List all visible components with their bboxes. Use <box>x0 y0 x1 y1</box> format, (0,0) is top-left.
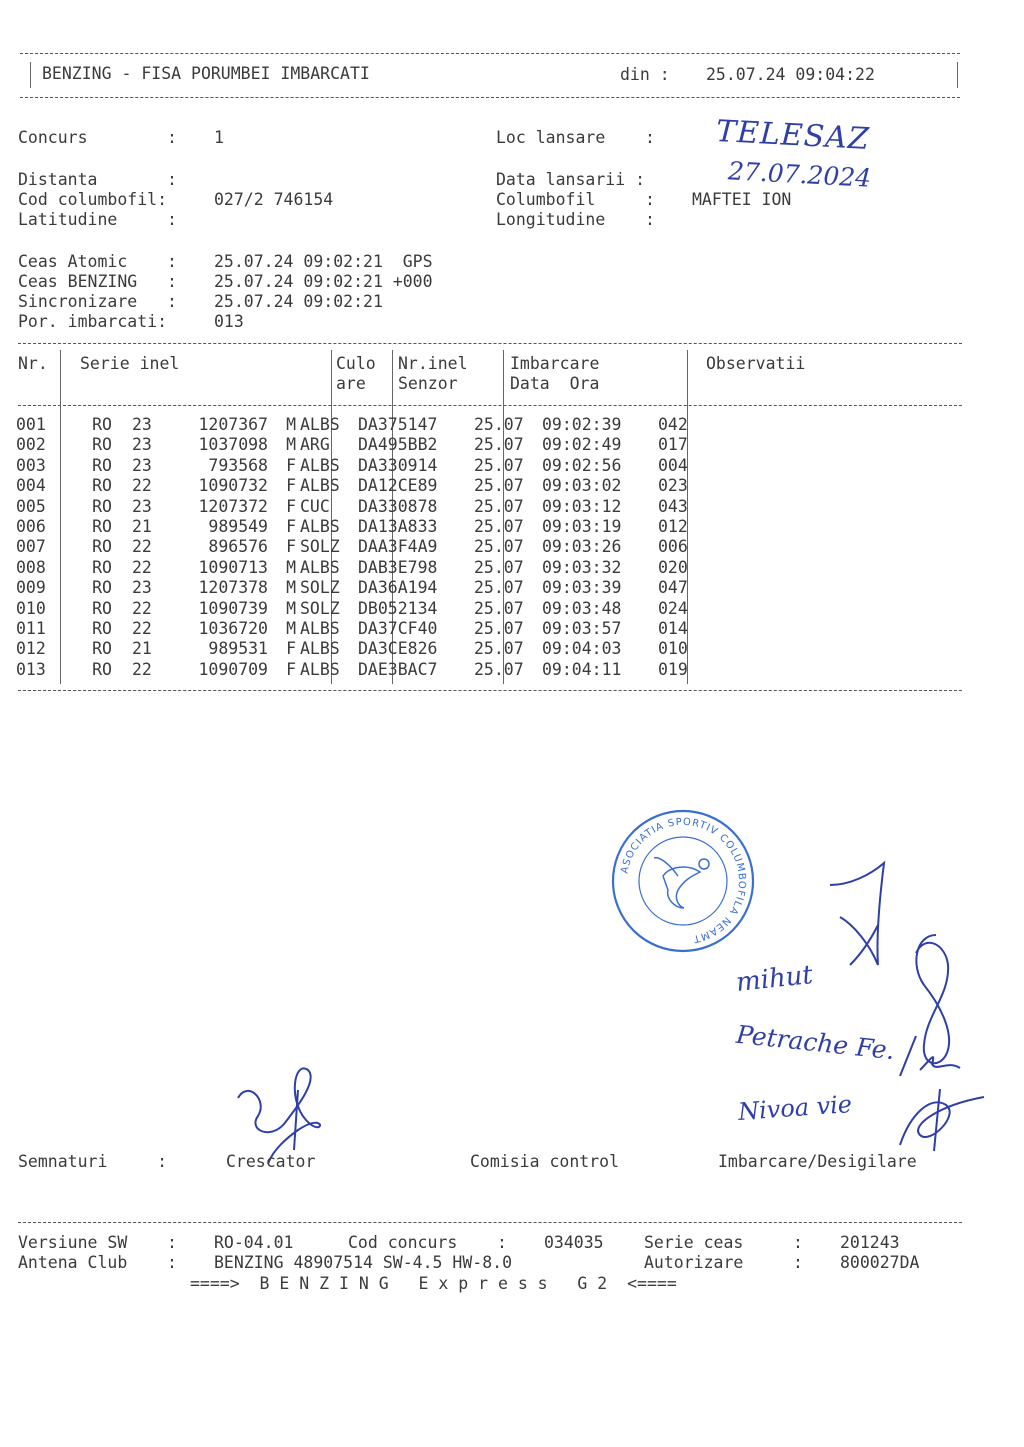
cell-yr: 22 <box>132 476 152 496</box>
date-value: 25.07.24 09:04:22 <box>706 65 875 84</box>
pigeon-table-body <box>16 415 718 680</box>
cell-nr: 008 <box>16 557 46 577</box>
table-row <box>16 476 718 496</box>
club-stamp <box>608 806 758 956</box>
cell-obs: 019 <box>658 659 688 679</box>
cell-sex: F <box>286 659 296 679</box>
cell-time: 09:04:03 <box>542 639 622 659</box>
cell-date: 25.07 <box>474 476 524 496</box>
cell-nr: 009 <box>16 578 46 598</box>
autorizare-value: 800027DA <box>840 1253 920 1272</box>
sincronizare-label: Sincronizare : <box>18 292 177 311</box>
porumbei-imbarcati-label: Por. imbarcati: <box>18 312 168 331</box>
semnatura-comisia-control: Comisia control <box>470 1152 620 1171</box>
cell-col: SOLZ <box>300 578 340 598</box>
ceas-atomic-value: 25.07.24 09:02:21 GPS <box>214 252 433 271</box>
cell-date: 25.07 <box>474 415 524 434</box>
ceas-benzing-label: Ceas BENZING : <box>18 272 177 291</box>
cell-col: ALBS <box>300 557 340 577</box>
cell-nr: 001 <box>16 415 46 434</box>
cell-col: ALBS <box>300 619 340 639</box>
cell-nr: 013 <box>16 659 46 679</box>
cell-obs: 004 <box>658 455 688 475</box>
cell-sex: M <box>286 578 296 598</box>
table-row <box>16 415 718 435</box>
cell-col: ALBS <box>300 517 340 537</box>
concurs-value: 1 <box>214 128 224 147</box>
cell-col: CUC <box>300 496 330 516</box>
cell-cc: RO <box>92 557 112 577</box>
signature-petrache-tick <box>896 1030 966 1080</box>
benzing-banner: ====> B E N Z I N G E x p r e s s G 2 <==== <box>190 1274 677 1293</box>
semnatura-imbarcare-desigilare: Imbarcare/Desigilare <box>718 1152 917 1171</box>
handwritten-name-3: Nivoa vie <box>737 1090 853 1126</box>
cell-col: ALBS <box>300 455 340 475</box>
cell-obs: 006 <box>658 537 688 557</box>
cell-date: 25.07 <box>474 598 524 618</box>
cell-sex: M <box>286 557 296 577</box>
header-nr: Nr. <box>18 354 48 373</box>
cell-obs: 017 <box>658 435 688 455</box>
cell-ring: DA330914 <box>358 455 438 475</box>
cell-obs: 024 <box>658 598 688 618</box>
cell-col: ALBS <box>300 415 340 434</box>
cell-ring: DAA3F4A9 <box>358 537 438 557</box>
cell-sex: F <box>286 476 296 496</box>
table-row <box>16 558 718 578</box>
cell-yr: 21 <box>132 639 152 659</box>
cell-cc: RO <box>92 415 112 434</box>
cell-yr: 23 <box>132 496 152 516</box>
ceas-atomic-label: Ceas Atomic : <box>18 252 177 271</box>
antena-club-value: BENZING 48907514 SW-4.5 HW-8.0 <box>214 1253 513 1272</box>
cell-date: 25.07 <box>474 455 524 475</box>
table-bottom-border <box>18 690 962 691</box>
cell-time: 09:03:26 <box>542 537 622 557</box>
cell-sex: M <box>286 619 296 639</box>
cell-sex: M <box>286 435 296 455</box>
cell-num: 1090709 <box>198 659 268 679</box>
serie-ceas-label: Serie ceas : <box>644 1233 803 1252</box>
cell-cc: RO <box>92 476 112 496</box>
cell-col: ALBS <box>300 659 340 679</box>
cod-concurs-value: 034035 <box>544 1233 604 1252</box>
cell-time: 09:03:12 <box>542 496 622 516</box>
latitudine-label: Latitudine : <box>18 210 177 229</box>
cell-yr: 23 <box>132 578 152 598</box>
header-imbarcare-2: Data Ora <box>510 374 600 393</box>
sincronizare-value: 25.07.24 09:02:21 <box>214 292 383 311</box>
cell-ring: DAE3BAC7 <box>358 659 438 679</box>
cell-cc: RO <box>92 496 112 516</box>
cell-num: 1090713 <box>198 557 268 577</box>
cell-sex: F <box>286 496 296 516</box>
cell-obs: 014 <box>658 619 688 639</box>
cell-nr: 005 <box>16 496 46 516</box>
handwritten-name-2: Petrache Fe. <box>734 1019 897 1066</box>
columbofil-label: Columbofil : <box>496 190 655 209</box>
cell-nr: 006 <box>16 517 46 537</box>
cell-nr: 011 <box>16 619 46 639</box>
cell-obs: 042 <box>658 415 688 434</box>
table-header-divider <box>18 405 962 406</box>
stamp-text: ASOCIATIA SPORTIV COLUMBOFILA NEAMT <box>619 816 748 945</box>
cell-ring: DA330878 <box>358 496 438 516</box>
concurs-label: Concurs : <box>18 128 177 147</box>
cell-num: 1207378 <box>198 578 268 598</box>
cell-yr: 23 <box>132 455 152 475</box>
cell-time: 09:04:11 <box>542 659 622 679</box>
autorizare-label: Autorizare : <box>644 1253 803 1272</box>
cell-time: 09:02:39 <box>542 415 622 434</box>
cell-cc: RO <box>92 578 112 598</box>
cell-nr: 002 <box>16 435 46 455</box>
cell-cc: RO <box>92 435 112 455</box>
cell-num: 989549 <box>208 517 268 537</box>
cell-time: 09:03:39 <box>542 578 622 598</box>
cell-ring: DA37CF40 <box>358 619 438 639</box>
cell-sex: M <box>286 415 296 434</box>
cell-num: 1090739 <box>198 598 268 618</box>
cell-time: 09:03:19 <box>542 517 622 537</box>
header-observatii: Observatii <box>706 354 806 373</box>
table-row <box>16 578 718 598</box>
table-row <box>16 660 718 680</box>
cell-col: SOLZ <box>300 537 340 557</box>
serie-ceas-value: 201243 <box>840 1233 900 1252</box>
cell-cc: RO <box>92 659 112 679</box>
cell-time: 09:03:48 <box>542 598 622 618</box>
table-row <box>16 639 718 659</box>
cell-cc: RO <box>92 619 112 639</box>
cell-ring: DA375147 <box>358 415 438 434</box>
loc-lansare-label: Loc lansare : <box>496 128 655 147</box>
cell-ring: DA12CE89 <box>358 476 438 496</box>
cell-cc: RO <box>92 639 112 659</box>
cell-num: 896576 <box>208 537 268 557</box>
cell-cc: RO <box>92 455 112 475</box>
cell-yr: 23 <box>132 415 152 434</box>
semnatura-crescator: Crescator <box>226 1152 316 1171</box>
cell-num: 1207372 <box>198 496 268 516</box>
cell-time: 09:03:32 <box>542 557 622 577</box>
title-top-border <box>20 53 960 54</box>
cell-ring: DB052134 <box>358 598 438 618</box>
table-row <box>16 517 718 537</box>
handwritten-name-1: mihut <box>734 960 815 998</box>
cell-yr: 22 <box>132 557 152 577</box>
cell-time: 09:02:49 <box>542 435 622 455</box>
cell-obs: 023 <box>658 476 688 496</box>
cell-ring: DAB3E798 <box>358 557 438 577</box>
header-nr-inel-1: Nr.inel <box>398 354 468 373</box>
cell-sex: M <box>286 598 296 618</box>
cell-nr: 004 <box>16 476 46 496</box>
header-imbarcare-1: Imbarcare <box>510 354 600 373</box>
cell-date: 25.07 <box>474 435 524 455</box>
cell-ring: DA3CE826 <box>358 639 438 659</box>
table-row <box>16 497 718 517</box>
stamp-bird-icon <box>654 858 709 908</box>
cell-obs: 010 <box>658 639 688 659</box>
cell-yr: 23 <box>132 435 152 455</box>
table-row <box>16 599 718 619</box>
cell-nr: 010 <box>16 598 46 618</box>
cell-date: 25.07 <box>474 537 524 557</box>
cell-time: 09:03:57 <box>542 619 622 639</box>
cell-obs: 043 <box>658 496 688 516</box>
cod-columbofil-label: Cod columbofil: <box>18 190 168 209</box>
header-nr-inel-2: Senzor <box>398 374 458 393</box>
table-row <box>16 619 718 639</box>
signature-comisia-scribble <box>820 855 900 985</box>
title-left-border <box>30 62 31 88</box>
cell-date: 25.07 <box>474 557 524 577</box>
cell-yr: 22 <box>132 598 152 618</box>
cod-columbofil-value: 027/2 746154 <box>214 190 334 209</box>
cell-obs: 020 <box>658 557 688 577</box>
cell-col: ALBS <box>300 476 340 496</box>
cell-obs: 047 <box>658 578 688 598</box>
cell-sex: F <box>286 455 296 475</box>
cell-obs: 012 <box>658 517 688 537</box>
cell-date: 25.07 <box>474 659 524 679</box>
loc-lansare-handwritten: TELESAZ <box>715 113 871 158</box>
distanta-label: Distanta : <box>18 170 177 189</box>
cell-num: 1037098 <box>198 435 268 455</box>
cell-ring: DA495BB2 <box>358 435 438 455</box>
document-title: BENZING - FISA PORUMBEI IMBARCATI <box>42 64 370 83</box>
cell-num: 989531 <box>208 639 268 659</box>
cell-yr: 22 <box>132 619 152 639</box>
data-lansarii-handwritten: 27.07.2024 <box>727 156 872 193</box>
table-row <box>16 537 718 557</box>
date-label: din : <box>620 65 670 84</box>
cell-sex: F <box>286 537 296 557</box>
columbofil-value: MAFTEI ION <box>692 190 792 209</box>
data-lansarii-label: Data lansarii : <box>496 170 646 189</box>
cell-ring: DA36A194 <box>358 578 438 598</box>
header-culoare-2: are <box>336 374 366 393</box>
cell-time: 09:03:02 <box>542 476 622 496</box>
table-top-border <box>18 343 962 344</box>
cell-col: ARG <box>300 435 330 455</box>
header-culoare-1: Culo <box>336 354 376 373</box>
signature-bottom-right <box>890 1085 990 1155</box>
cell-date: 25.07 <box>474 619 524 639</box>
ceas-benzing-value: 25.07.24 09:02:21 +000 <box>214 272 433 291</box>
cell-nr: 012 <box>16 639 46 659</box>
versiune-sw-value: RO-04.01 <box>214 1233 294 1252</box>
title-right-border <box>957 62 958 88</box>
table-row <box>16 435 718 455</box>
porumbei-imbarcati-value: 013 <box>214 312 244 331</box>
cell-cc: RO <box>92 598 112 618</box>
cell-yr: 22 <box>132 537 152 557</box>
semnaturi-label: Semnaturi : <box>18 1152 168 1171</box>
cell-cc: RO <box>92 517 112 537</box>
cell-sex: F <box>286 639 296 659</box>
cell-num: 1207367 <box>198 415 268 434</box>
cell-nr: 007 <box>16 537 46 557</box>
cell-nr: 003 <box>16 455 46 475</box>
cell-num: 1036720 <box>198 619 268 639</box>
versiune-sw-label: Versiune SW : <box>18 1233 177 1252</box>
cell-ring: DA13A833 <box>358 517 438 537</box>
cell-date: 25.07 <box>474 517 524 537</box>
cell-yr: 21 <box>132 517 152 537</box>
cell-date: 25.07 <box>474 496 524 516</box>
cell-date: 25.07 <box>474 639 524 659</box>
cell-num: 793568 <box>208 455 268 475</box>
footer-divider <box>18 1222 962 1223</box>
cell-col: SOLZ <box>300 598 340 618</box>
antena-club-label: Antena Club : <box>18 1253 177 1272</box>
pigeon-table <box>16 415 718 680</box>
cell-time: 09:02:56 <box>542 455 622 475</box>
longitudine-label: Longitudine : <box>496 210 655 229</box>
cell-date: 25.07 <box>474 578 524 598</box>
cell-col: ALBS <box>300 639 340 659</box>
cell-yr: 22 <box>132 659 152 679</box>
title-bottom-border <box>20 97 960 98</box>
cell-num: 1090732 <box>198 476 268 496</box>
cell-sex: F <box>286 517 296 537</box>
header-serie-inel: Serie inel <box>80 354 180 373</box>
cell-cc: RO <box>92 537 112 557</box>
table-row <box>16 456 718 476</box>
cod-concurs-label: Cod concurs : <box>348 1233 507 1252</box>
